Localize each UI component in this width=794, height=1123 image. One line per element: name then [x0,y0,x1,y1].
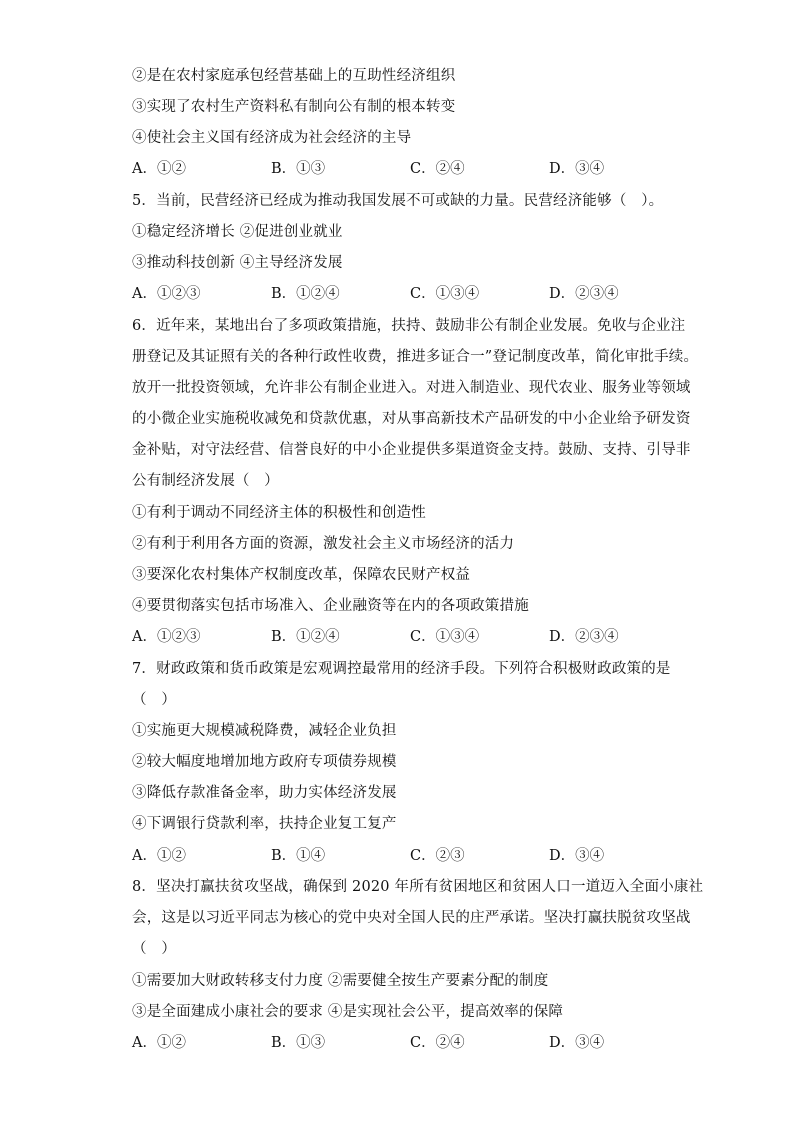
q6-statement-4: ④要贯彻落实包括市场准入、企业融资等在内的各项政策措施 [132,598,529,614]
q4-statement-4: ④使社会主义国有经济成为社会经济的主导 [132,130,412,146]
q8-statements-1-2: ①需要加大财政转移支付力度 ②需要健全按生产要素分配的制度 [132,973,549,989]
q7-stem-line-2: （ ） [132,692,177,708]
q8-stem-line-1: 8．坚决打赢扶贫攻坚战，确保到 2020 年所有贫困地区和贫困人口一道迈入全面小康社 [132,879,704,895]
q6-stem-line-5: 金补贴，对守法经营、信誉良好的中小企业提供多渠道资金支持。鼓励、支持、引导非 [132,442,691,458]
q6-statement-3: ③要深化农村集体产权制度改革，保障农民财产权益 [132,567,471,583]
q6-statement-1: ①有利于调动不同经济主体的积极性和创造性 [132,505,426,521]
q7-option-a: A．①② [132,848,186,864]
q6-option-d: D．②③④ [549,629,619,645]
q7-option-d: D．③④ [549,848,605,864]
q6-stem-line-1: 6．近年来，某地出台了多项政策措施，扶持、鼓励非公有制企业发展。免收与企业注 [132,318,686,334]
q4-option-a: A．①② [132,161,186,177]
q4-statement-3: ③实现了农村生产资料私有制向公有制的根本转变 [132,99,456,115]
q7-statement-3: ③降低存款准备金率，助力实体经济发展 [132,785,397,801]
q7-statement-1: ①实施更大规模减税降费，减轻企业负担 [132,723,397,739]
q6-options [132,627,732,647]
q4-option-d: D．③④ [549,161,605,177]
q6-option-b: B．①②④ [271,629,340,645]
q8-option-b: B．①③ [271,1035,326,1051]
q5-option-c: C．①③④ [410,286,480,302]
q6-stem-line-2: 册登记及其证照有关的各种行政性收费，推进多证合一”登记制度改革，简化审批手续。 [132,349,699,365]
q6-option-a: A．①②③ [132,629,201,645]
q5-option-b: B．①②④ [271,286,340,302]
q5-option-d: D．②③④ [549,286,619,302]
q8-option-d: D．③④ [549,1035,605,1051]
q5-statements-1-2: ①稳定经济增长 ②促进创业就业 [132,224,343,240]
q8-statements-3-4: ③是全面建成小康社会的要求 ④是实现社会公平，提高效率的保障 [132,1004,564,1020]
q5-statements-3-4: ③推动科技创新 ④主导经济发展 [132,255,343,271]
q6-stem-line-6: 公有制经济发展（ ） [132,473,279,489]
q8-option-a: A．①② [132,1035,186,1051]
q5-stem: 5．当前，民营经济已经成为推动我国发展不可或缺的力量。民营经济能够（ ）。 [132,193,664,209]
q8-stem-line-3: （ ） [132,941,177,957]
q4-option-c: C．②④ [410,161,465,177]
q8-options [132,1033,732,1053]
q4-statement-2: ②是在农村家庭承包经营基础上的互助性经济组织 [132,68,456,84]
q6-statement-2: ②有利于利用各方面的资源，激发社会主义市场经济的活力 [132,536,515,552]
q7-option-b: B．①④ [271,848,326,864]
q6-option-c: C．①③④ [410,629,480,645]
q6-stem-line-3: 放开一批投资领域，允许非公有制企业进入。对进入制造业、现代农业、服务业等领域 [132,380,691,396]
q8-option-c: C．②④ [410,1035,465,1051]
q8-stem-line-2: 会，这是以习近平同志为核心的党中央对全国人民的庄严承诺。坚决打赢扶脱贫攻坚战 [132,910,691,926]
q7-option-c: C．②③ [410,848,465,864]
q6-stem-line-4: 的小微企业实施税收减免和贷款优惠，对从事高新技术产品研发的中小企业给予研发资 [132,411,691,427]
q7-stem-line-1: 7．财政政策和货币政策是宏观调控最常用的经济手段。下列符合积极财政政策的是 [132,661,671,677]
q7-statement-4: ④下调银行贷款利率，扶持企业复工复产 [132,816,397,832]
q5-option-a: A．①②③ [132,286,201,302]
q7-options [132,846,732,866]
q4-option-b: B．①③ [271,161,326,177]
q4-options [132,159,732,179]
q7-statement-2: ②较大幅度地增加地方政府专项债券规模 [132,754,397,770]
q5-options [132,284,732,304]
